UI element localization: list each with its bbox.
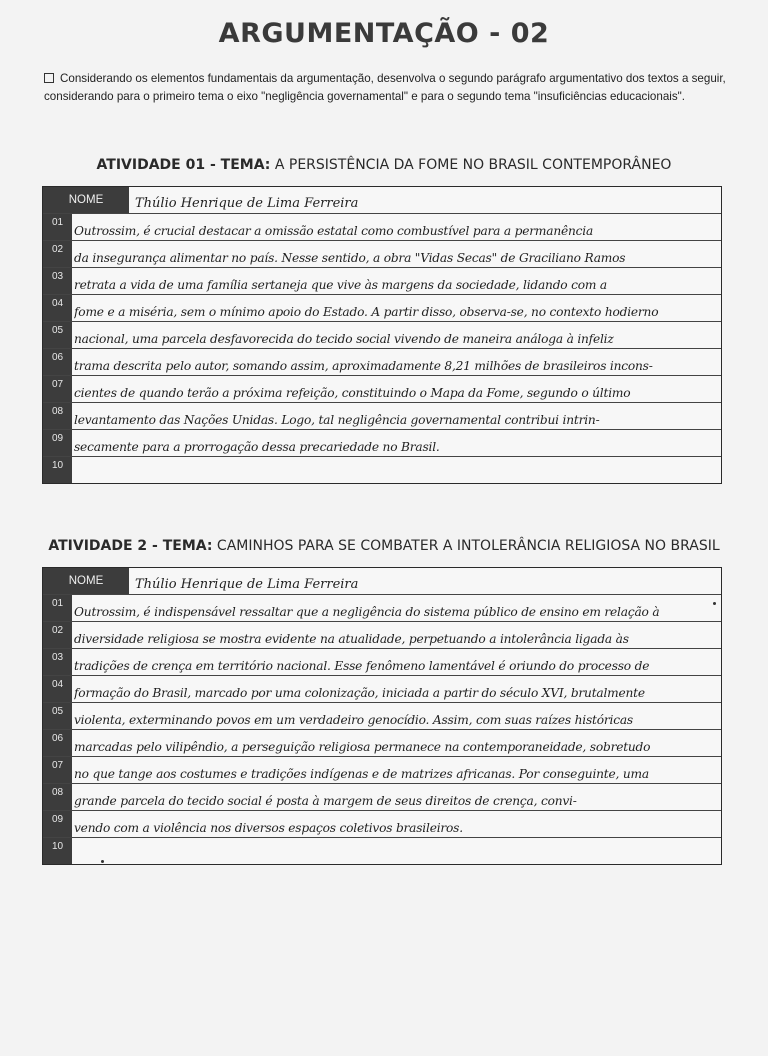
line-number: 10 [43, 838, 72, 864]
handwritten-text: diversidade religiosa se mostra evidente na atualidade, perpetuando a intolerância ligada às [74, 632, 629, 646]
handwritten-text: cientes de quando terão a próxima refeição, constituindo o Mapa da Fome, segundo o último [74, 386, 631, 400]
student-name: Thúlio Henrique de Lima Ferreira [135, 577, 359, 592]
answer-line [43, 214, 721, 241]
stray-mark [101, 860, 104, 863]
handwritten-text: grande parcela do tecido social é posta à margem de seus direitos de crença, convi- [74, 794, 577, 808]
line-number: 01 [43, 595, 72, 621]
handwritten-text: levantamento das Nações Unidas. Logo, tal negligência governamental contribui intrin- [74, 413, 600, 427]
handwritten-text: retrata a vida de uma família sertaneja que vive às margens da sociedade, lidando com a [74, 278, 607, 292]
answer-line [43, 703, 721, 730]
answer-line [43, 349, 721, 376]
answer-line [43, 838, 721, 864]
line-number: 05 [43, 322, 72, 348]
stray-mark [713, 602, 716, 605]
line-number: 05 [43, 703, 72, 729]
activity-1-label: ATIVIDADE 01 - TEMA: [96, 157, 271, 173]
answer-line [43, 784, 721, 811]
handwritten-text: fome e a miséria, sem o mínimo apoio do Estado. A partir disso, observa-se, no contexto hodierno [74, 305, 659, 319]
activity-1-heading [0, 157, 768, 173]
page-title: ARGUMENTAÇÃO - 02 [218, 18, 550, 49]
answer-line [43, 322, 721, 349]
line-number: 01 [43, 214, 72, 240]
activity-2-heading [0, 538, 768, 554]
handwritten-text: Outrossim, é indispensável ressaltar que a negligência do sistema público de ensino em relação à [74, 605, 660, 619]
name-label: NOME [43, 187, 129, 213]
student-name: Thúlio Henrique de Lima Ferreira [135, 196, 359, 211]
handwritten-text: secamente para a prorrogação dessa precariedade no Brasil. [74, 440, 440, 454]
line-number: 08 [43, 403, 72, 429]
answer-line [43, 595, 721, 622]
handwritten-text: da insegurança alimentar no país. Nesse sentido, a obra "Vidas Secas" de Graciliano Ramos [74, 251, 626, 265]
answer-line [43, 430, 721, 457]
handwritten-text: formação do Brasil, marcado por uma colonização, iniciada a partir do século XVI, brutalmente [74, 686, 645, 700]
line-number: 08 [43, 784, 72, 810]
answer-line [43, 268, 721, 295]
line-number: 02 [43, 241, 72, 267]
activity-2-sheet [42, 567, 722, 865]
answer-line [43, 730, 721, 757]
activity-1-sheet [42, 186, 722, 484]
answer-line [43, 676, 721, 703]
line-number: 03 [43, 649, 72, 675]
line-number: 06 [43, 730, 72, 756]
name-row [43, 187, 721, 214]
answer-line [43, 622, 721, 649]
answer-line [43, 376, 721, 403]
line-number: 07 [43, 376, 72, 402]
answer-line [43, 757, 721, 784]
answer-line [43, 811, 721, 838]
handwritten-text: trama descrita pelo autor, somando assim, aproximadamente 8,21 milhões de brasileiros incons- [74, 359, 653, 373]
line-number: 03 [43, 268, 72, 294]
answer-line [43, 403, 721, 430]
answer-line [43, 241, 721, 268]
handwritten-text: no que tange aos costumes e tradições indígenas e de matrizes africanas. Por conseguinte, uma [74, 767, 649, 781]
name-row [43, 568, 721, 595]
instructions [44, 70, 734, 106]
line-number: 04 [43, 676, 72, 702]
answer-line [43, 295, 721, 322]
line-number: 04 [43, 295, 72, 321]
handwritten-text: nacional, uma parcela desfavorecida do tecido social vivendo de maneira análoga à infeliz [74, 332, 614, 346]
answer-line [43, 457, 721, 483]
instructions-text: Considerando os elementos fundamentais da argumentação, desenvolva o segundo parágrafo argumentativo dos textos a seguir, considerando para o primeiro tema o eixo "negligência governamental" e para o segundo tema "insuficiências educacionais". [44, 72, 726, 103]
activity-2-theme: CAMINHOS PARA SE COMBATER A INTOLERÂNCIA RELIGIOSA NO BRASIL [212, 538, 720, 554]
answer-line [43, 649, 721, 676]
handwritten-text: marcadas pelo vilipêndio, a perseguição religiosa permanece na contemporaneidade, sobretudo [74, 740, 651, 754]
activity-2-label: ATIVIDADE 2 - TEMA: [48, 538, 213, 554]
line-number: 02 [43, 622, 72, 648]
line-number: 07 [43, 757, 72, 783]
handwritten-text: vendo com a violência nos diversos espaços coletivos brasileiros. [74, 821, 463, 835]
activity-1-theme: A PERSISTÊNCIA DA FOME NO BRASIL CONTEMPORÂNEO [270, 157, 672, 173]
line-number: 09 [43, 811, 72, 837]
checkbox-icon [44, 73, 54, 83]
handwritten-text: Outrossim, é crucial destacar a omissão estatal como combustível para a permanência [74, 224, 594, 238]
line-number: 06 [43, 349, 72, 375]
handwritten-text: tradições de crença em território nacional. Esse fenômeno lamentável é oriundo do processo de [74, 659, 650, 673]
line-number: 09 [43, 430, 72, 456]
line-number: 10 [43, 457, 72, 483]
name-label: NOME [43, 568, 129, 594]
handwritten-text: violenta, exterminando povos em um verdadeiro genocídio. Assim, com suas raízes históricas [74, 713, 633, 727]
